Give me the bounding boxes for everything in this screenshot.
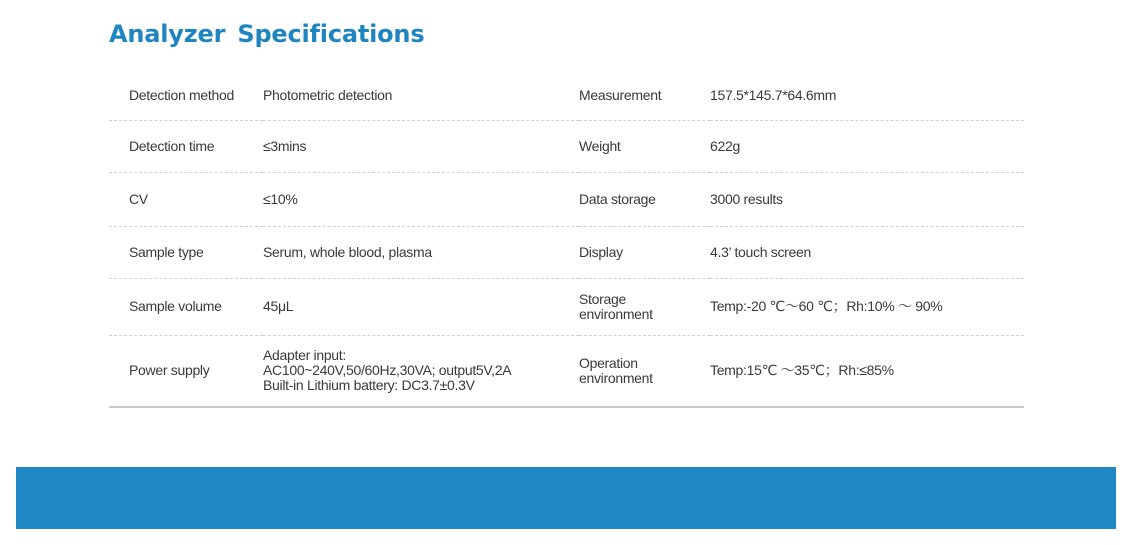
spec-value: 45μL (263, 298, 294, 314)
spec-label: Detection method (129, 87, 234, 104)
table-row (109, 120, 1024, 172)
spec-table (109, 72, 1024, 408)
spec-value: ≤10% (263, 190, 298, 207)
spec-value: Temp:15℃ ～35℃；Rh:≤85% (710, 362, 894, 379)
spec-label: Operation environment (579, 354, 653, 386)
spec-value: 157.5*145.7*64.6mm (710, 87, 837, 104)
spec-value: Adapter input: AC100~240V,50/60Hz,30VA; output5V,2A Built-in Lithium battery: DC3.7±0.3V (263, 347, 512, 394)
spec-label: Display (579, 243, 623, 260)
spec-label: Storage environment (579, 290, 653, 322)
table-row (109, 226, 1024, 278)
spec-label: Sample type (129, 243, 204, 260)
spec-label: Data storage (579, 190, 656, 207)
spec-label: Measurement (579, 87, 662, 104)
spec-value: 4.3’ touch screen (710, 243, 812, 260)
spec-label: Detection time (129, 137, 215, 154)
spec-value: ≤3mins (263, 137, 307, 154)
footer-banner (16, 467, 1116, 529)
spec-value: Photometric detection (263, 87, 393, 104)
table-row (109, 172, 1024, 226)
spec-value: 622g (710, 137, 740, 154)
spec-label: Weight (579, 137, 621, 154)
spec-value: 3000 results (710, 190, 783, 207)
spec-value: Temp:-20 ℃～60 ℃；Rh:10% ～ 90% (710, 298, 943, 314)
table-row (109, 335, 1024, 407)
table-row (109, 278, 1024, 335)
spec-label: Power supply (129, 362, 210, 379)
spec-value: Serum, whole blood, plasma (263, 243, 432, 260)
table-row (109, 72, 1024, 120)
page-title: Analyzer Specifications (109, 20, 425, 48)
spec-label: CV (129, 190, 148, 207)
spec-label: Sample volume (129, 298, 222, 314)
